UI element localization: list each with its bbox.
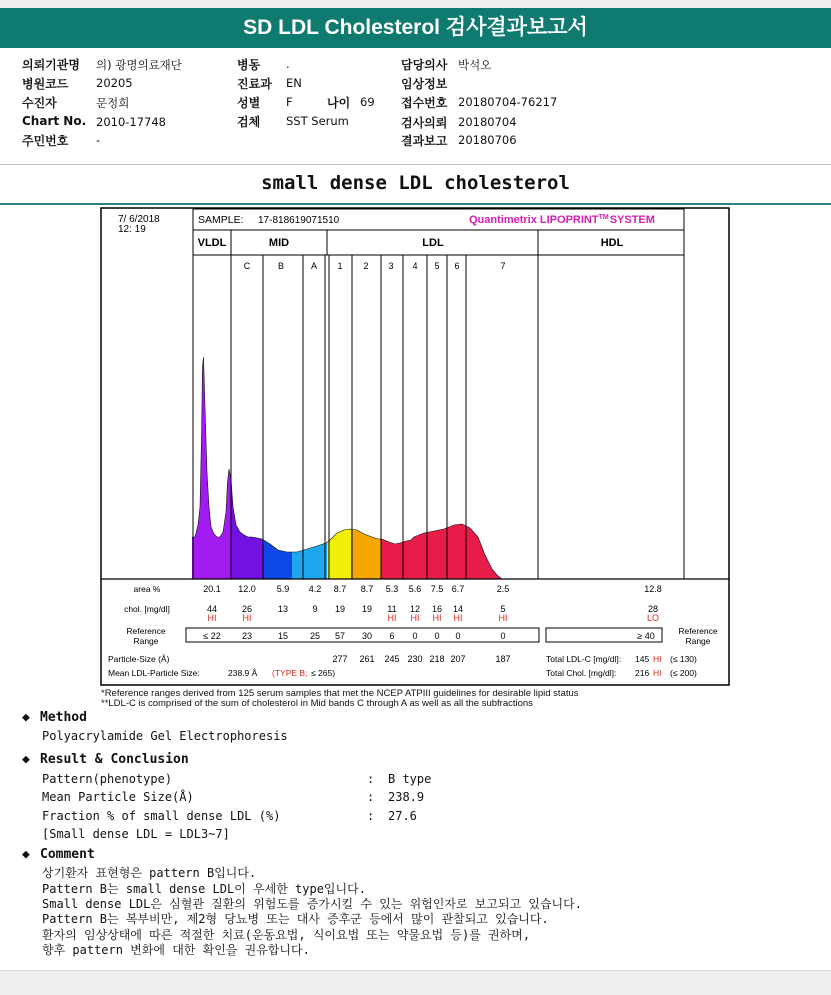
band-label-b: B bbox=[277, 261, 285, 271]
area-value-b: 5.9 bbox=[276, 584, 290, 594]
particle-size-7: 187 bbox=[495, 654, 511, 664]
particle-size-2: 261 bbox=[359, 654, 375, 664]
total-chol-label: Total Chol. [mg/dl]: bbox=[546, 668, 617, 678]
chol-value-vldl: 44 bbox=[206, 604, 218, 614]
result-heading: ◆ Result & Conclusion bbox=[22, 752, 189, 767]
ref-value-vldl: ≤ 22 bbox=[203, 631, 221, 641]
total-ldl-value: 145 bbox=[635, 654, 650, 664]
chol-value-hdl: 28 bbox=[647, 604, 659, 614]
band-label-a: A bbox=[310, 261, 318, 271]
area-value-vldl: 20.1 bbox=[203, 584, 221, 594]
total-ldl-flag: HI bbox=[653, 654, 662, 664]
ward-label: 병동 bbox=[237, 58, 261, 72]
ref-value-2: 30 bbox=[361, 631, 373, 641]
particle-size-1: 277 bbox=[332, 654, 348, 664]
chart-no-value: 2010-17748 bbox=[96, 115, 166, 129]
area-value-6: 6.7 bbox=[451, 584, 465, 594]
footnote-2: **LDL-C is comprised of the sum of cholesterol in Mid bands C through A as well as all the subfractions bbox=[101, 698, 533, 709]
diamond-bullet-icon: ◆ bbox=[22, 710, 30, 725]
mean-size-type: (TYPE B; bbox=[272, 668, 308, 678]
band-label-c: C bbox=[243, 261, 251, 271]
top-strip bbox=[0, 0, 831, 8]
total-ldl-ref: (≤ 130) bbox=[670, 654, 697, 664]
total-chol-flag: HI bbox=[653, 668, 662, 678]
group-mid: MID bbox=[268, 237, 290, 249]
ref-value-b: 15 bbox=[277, 631, 289, 641]
row-label-chol: chol. [mg/dl] bbox=[124, 604, 170, 614]
row-label-ref: Reference Range bbox=[126, 626, 166, 646]
ref-value-1: 57 bbox=[334, 631, 346, 641]
result-label-pattern: Pattern(phenotype) bbox=[42, 772, 173, 786]
chol-value-2: 19 bbox=[361, 604, 373, 614]
comment-line: Small dense LDL은 심혈관 질환의 위험도를 증가시킬 수 있는 위험인자로 보고되고 있습니다. bbox=[42, 897, 582, 911]
total-chol-ref: (≤ 200) bbox=[670, 668, 697, 678]
agency-value: 의) 광명의료재단 bbox=[96, 58, 182, 72]
area-value-4: 5.6 bbox=[408, 584, 422, 594]
particle-size-6: 207 bbox=[450, 654, 466, 664]
group-hdl: HDL bbox=[600, 237, 624, 249]
area-value-c: 12.0 bbox=[238, 584, 256, 594]
patient-name-label: 수진자 bbox=[22, 96, 57, 110]
particle-size-5: 218 bbox=[429, 654, 445, 664]
footnote-1: *Reference ranges derived from 125 serum samples that met the NCEP ATPIII guidelines for desirable lipid status bbox=[101, 688, 579, 699]
group-vldl: VLDL bbox=[197, 237, 227, 249]
flag-6: HI bbox=[453, 613, 463, 623]
mean-size-value: 238.9 Å bbox=[228, 668, 258, 678]
receipt-no-value: 20180704-76217 bbox=[458, 95, 558, 109]
mean-size-ref: ≤ 265) bbox=[311, 668, 336, 678]
title-underline bbox=[0, 203, 831, 205]
comment-heading: ◆ Comment bbox=[22, 847, 95, 862]
chol-value-3: 11 bbox=[387, 604, 397, 614]
comment-line: Pattern B는 복부비만, 제2형 당뇨병 또는 대사 증후군 등에서 많이 관찰되고 있습니다. bbox=[42, 912, 549, 926]
band-label-4: 4 bbox=[412, 261, 418, 271]
chol-value-5: 16 bbox=[431, 604, 443, 614]
ref-value-7: 0 bbox=[500, 631, 506, 641]
system-name: Quantimetrix LIPOPRINT™SYSTEM bbox=[469, 214, 655, 226]
row-label-area: area % bbox=[133, 584, 161, 594]
ref-value-3: 6 bbox=[389, 631, 395, 641]
flag-c: HI bbox=[242, 613, 252, 623]
result-value-size: 238.9 bbox=[388, 790, 425, 804]
age-value: 69 bbox=[360, 95, 375, 109]
ref-value-hdl: ≥ 40 bbox=[637, 631, 655, 641]
total-chol-value: 216 bbox=[635, 668, 650, 678]
report-title: SD LDL Cholesterol 검사결과보고서 bbox=[0, 8, 831, 48]
result-label-size: Mean Particle Size(Å) bbox=[42, 790, 194, 804]
comment-line: 향후 pattern 변화에 대한 확인을 권유합니다. bbox=[42, 943, 310, 957]
area-value-hdl: 12.8 bbox=[644, 584, 662, 594]
band-label-2: 2 bbox=[363, 261, 369, 271]
diamond-bullet-icon: ◆ bbox=[22, 847, 30, 862]
sample-label: SAMPLE: bbox=[198, 214, 244, 226]
doctor-value: 박석오 bbox=[458, 58, 492, 72]
section-title: small dense LDL cholesterol bbox=[261, 172, 570, 194]
doctor-label: 담당의사 bbox=[401, 58, 448, 72]
patient-info bbox=[0, 52, 831, 164]
report-date-label: 결과보고 bbox=[401, 134, 448, 148]
hospital-code-label: 병원코드 bbox=[22, 77, 69, 91]
lipoprint-chart bbox=[100, 207, 730, 687]
group-ldl: LDL bbox=[422, 237, 444, 249]
clinical-info-label: 임상정보 bbox=[401, 77, 448, 91]
result-label-fraction: Fraction % of small dense LDL (%) bbox=[42, 809, 281, 823]
flag-4: HI bbox=[410, 613, 420, 623]
comment-line: Pattern B는 small dense LDL이 우세한 type입니다. bbox=[42, 882, 366, 896]
band-label-7: 7 bbox=[500, 261, 506, 271]
row-label-particle-size: Particle-Size (Å) bbox=[108, 654, 170, 664]
ref-value-4: 0 bbox=[412, 631, 418, 641]
chart-no-label: Chart No. bbox=[22, 114, 87, 128]
flag-7: HI bbox=[498, 613, 508, 623]
area-value-a: 4.2 bbox=[308, 584, 322, 594]
chart-date: 7/ 6/2018 bbox=[118, 214, 160, 225]
flag-5: HI bbox=[432, 613, 442, 623]
chol-value-1: 19 bbox=[334, 604, 346, 614]
area-value-1: 8.7 bbox=[333, 584, 347, 594]
ref-value-5: 0 bbox=[434, 631, 440, 641]
chol-value-7: 5 bbox=[500, 604, 506, 614]
chol-value-c: 26 bbox=[241, 604, 253, 614]
specimen-label: 검체 bbox=[237, 115, 261, 129]
band-label-5: 5 bbox=[434, 261, 440, 271]
area-value-5: 7.5 bbox=[430, 584, 444, 594]
flag-vldl: HI bbox=[207, 613, 217, 623]
mean-size-label: Mean LDL-Particle Size: bbox=[108, 668, 200, 678]
ward-value: . bbox=[286, 57, 290, 71]
comment-line: 상기환자 표현형은 pattern B입니다. bbox=[42, 866, 257, 880]
method-heading: ◆ Method bbox=[22, 710, 87, 725]
hospital-code-value: 20205 bbox=[96, 76, 133, 90]
patient-name-value: 문정희 bbox=[96, 96, 130, 110]
band-label-1: 1 bbox=[337, 261, 343, 271]
area-value-7: 2.5 bbox=[496, 584, 510, 594]
receipt-no-label: 접수번호 bbox=[401, 96, 448, 110]
comment-line: 환자의 임상상태에 따른 적절한 치료(운동요법, 식이요법 또는 약물요법 등)를 권하며, bbox=[42, 928, 531, 942]
method-text: Polyacrylamide Gel Electrophoresis bbox=[42, 729, 288, 743]
flag-3: HI bbox=[387, 613, 397, 623]
area-value-3: 5.3 bbox=[385, 584, 399, 594]
flag-hdl: LO bbox=[646, 613, 660, 623]
resident-no-value: - bbox=[96, 133, 101, 147]
chol-value-4: 12 bbox=[409, 604, 421, 614]
ref-value-6: 0 bbox=[455, 631, 461, 641]
result-colon: : bbox=[367, 772, 375, 786]
area-value-2: 8.7 bbox=[360, 584, 374, 594]
particle-size-4: 230 bbox=[407, 654, 423, 664]
report-date-value: 20180706 bbox=[458, 133, 517, 147]
bottom-strip bbox=[0, 970, 831, 995]
result-value-pattern: B type bbox=[388, 772, 432, 786]
particle-size-3: 245 bbox=[384, 654, 400, 664]
row-label-ref-right: Reference Range bbox=[678, 626, 718, 646]
chol-value-a: 9 bbox=[312, 604, 318, 614]
chart-time: 12: 19 bbox=[118, 224, 146, 235]
result-colon: : bbox=[367, 790, 375, 804]
ref-value-c: 23 bbox=[241, 631, 253, 641]
ref-value-a: 25 bbox=[309, 631, 321, 641]
specimen-value: SST Serum bbox=[286, 114, 349, 128]
result-colon: : bbox=[367, 809, 375, 823]
agency-label: 의뢰기관명 bbox=[22, 58, 80, 72]
result-note: [Small dense LDL = LDL3~7] bbox=[42, 827, 230, 841]
band-label-3: 3 bbox=[388, 261, 394, 271]
request-date-label: 검사의뢰 bbox=[401, 116, 448, 130]
sex-value: F bbox=[286, 95, 293, 109]
resident-no-label: 주민번호 bbox=[22, 134, 69, 148]
band-label-6: 6 bbox=[454, 261, 460, 271]
department-label: 진료과 bbox=[237, 77, 272, 91]
chol-value-b: 13 bbox=[277, 604, 289, 614]
request-date-value: 20180704 bbox=[458, 115, 517, 129]
divider bbox=[0, 164, 831, 165]
age-label: 나이 bbox=[327, 96, 351, 110]
diamond-bullet-icon: ◆ bbox=[22, 752, 30, 767]
sample-id: 17-818619071510 bbox=[258, 215, 340, 226]
chol-value-6: 14 bbox=[452, 604, 464, 614]
sex-label: 성별 bbox=[237, 96, 261, 110]
department-value: EN bbox=[286, 76, 302, 90]
total-ldl-label: Total LDL-C [mg/dl]: bbox=[546, 654, 622, 664]
result-value-fraction: 27.6 bbox=[388, 809, 417, 823]
